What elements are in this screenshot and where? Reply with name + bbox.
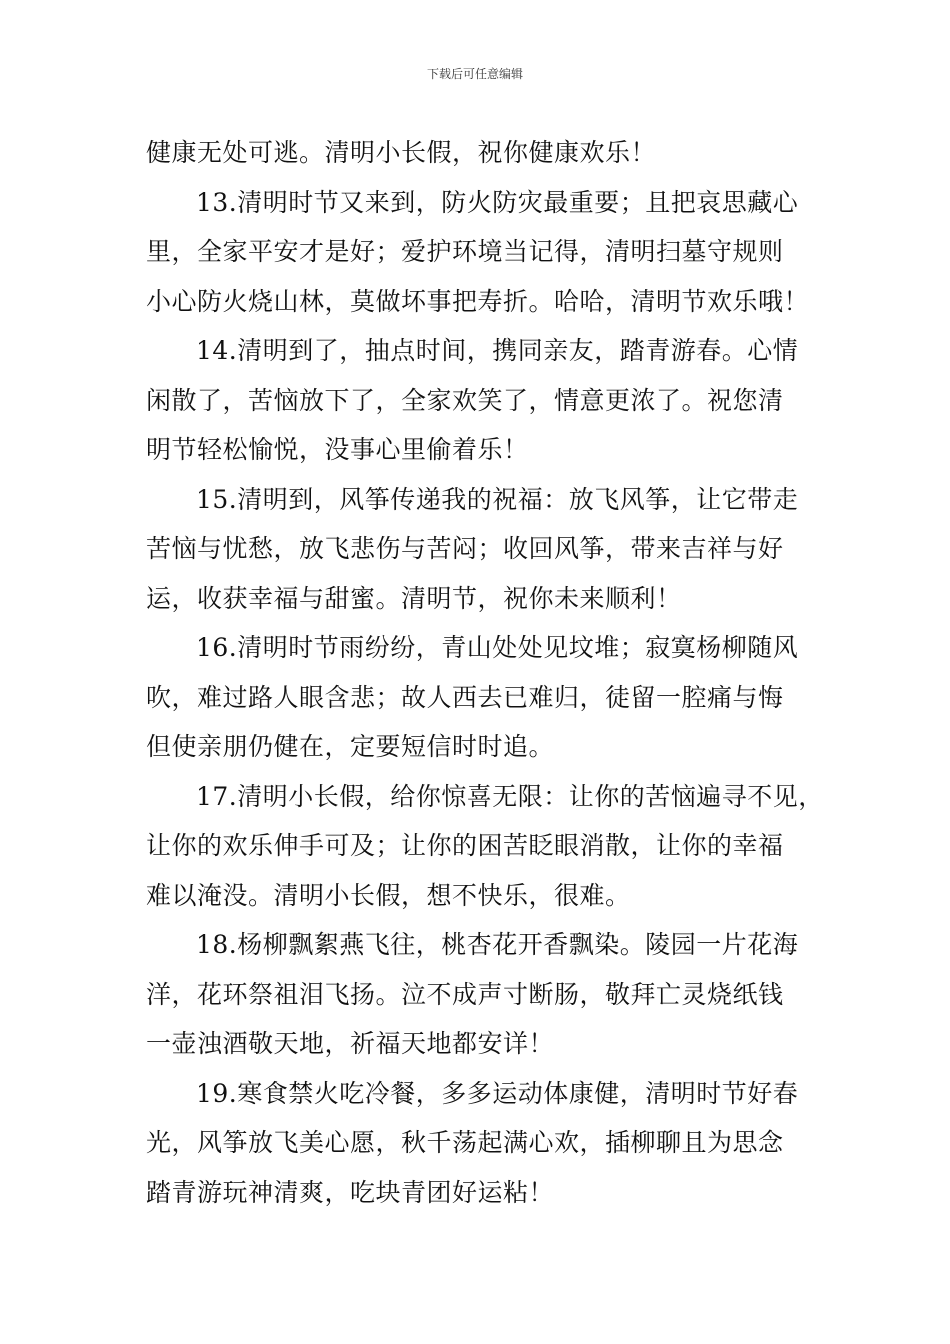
paragraph-19: [146, 1069, 826, 1218]
text-line: 明节轻松愉悦，没事心里偷着乐！: [146, 435, 529, 464]
text-line: 难以淹没。清明小长假，想不快乐，很难。: [146, 880, 631, 910]
text-line: 健康无处可逃。清明小长假，祝你健康欢乐！: [146, 138, 657, 167]
text-line: 一壶浊酒敬天地，祈福天地都安详！: [146, 1029, 555, 1058]
page-header: 下载后可任意编辑: [426, 67, 523, 81]
text-line: 17.清明小长假，给你惊喜无限：让你的苦恼遍寻不见，: [196, 781, 824, 811]
text-line: 踏青游玩神清爽，吃块青团好运粘！: [146, 1177, 555, 1207]
paragraph-continued: [146, 128, 826, 178]
paragraph-18: [146, 920, 826, 1069]
text-line: 18.杨柳飘絮燕飞往，桃杏花开香飘染。陵园一片花海: [196, 930, 799, 959]
text-line: 运，收获幸福与甜蜜。清明节，祝你未来顺利！: [146, 583, 682, 613]
text-line: 光，风筝放飞美心愿，秋千荡起满心欢，插柳聊且为思念: [146, 1128, 784, 1157]
text-line: 但使亲朋仍健在，定要短信时时追。: [146, 732, 555, 761]
text-line: 16.清明时节雨纷纷，青山处处见坟堆；寂寞杨柳随风: [196, 633, 799, 662]
text-line: 小心防火烧山林，莫做坏事把寿折。哈哈，清明节欢乐哦！: [146, 286, 810, 316]
text-line: 13.清明时节又来到，防火防灾最重要；且把哀思藏心: [196, 187, 799, 217]
text-line: 苦恼与忧愁，放飞悲伤与苦闷；收回风筝，带来吉祥与好: [146, 534, 784, 563]
text-line: 19.寒食禁火吃冷餐，多多运动体康健，清明时节好春: [196, 1078, 799, 1108]
text-line: 闲散了，苦恼放下了，全家欢笑了，情意更浓了。祝您清: [146, 385, 784, 415]
paragraph-13: [146, 178, 826, 327]
paragraph-16: [146, 623, 826, 772]
document-body: [146, 128, 826, 1217]
text-line: 让你的欢乐伸手可及；让你的困苦眨眼消散，让你的幸福: [146, 831, 784, 860]
text-line: 里，全家平安才是好；爱护环境当记得，清明扫墓守规则: [146, 237, 784, 266]
text-line: 14.清明到了，抽点时间，携同亲友，踏青游春。心情: [196, 336, 799, 365]
paragraph-15: [146, 475, 826, 624]
paragraph-14: [146, 326, 826, 475]
paragraph-17: [146, 772, 826, 921]
text-line: 15.清明到，风筝传递我的祝福：放飞风筝，让它带走: [196, 484, 799, 514]
text-line: 洋，花环祭祖泪飞扬。泣不成声寸断肠，敬拜亡灵烧纸钱: [146, 979, 784, 1009]
text-line: 吹，难过路人眼含悲；故人西去已难归，徒留一腔痛与悔: [146, 682, 784, 712]
